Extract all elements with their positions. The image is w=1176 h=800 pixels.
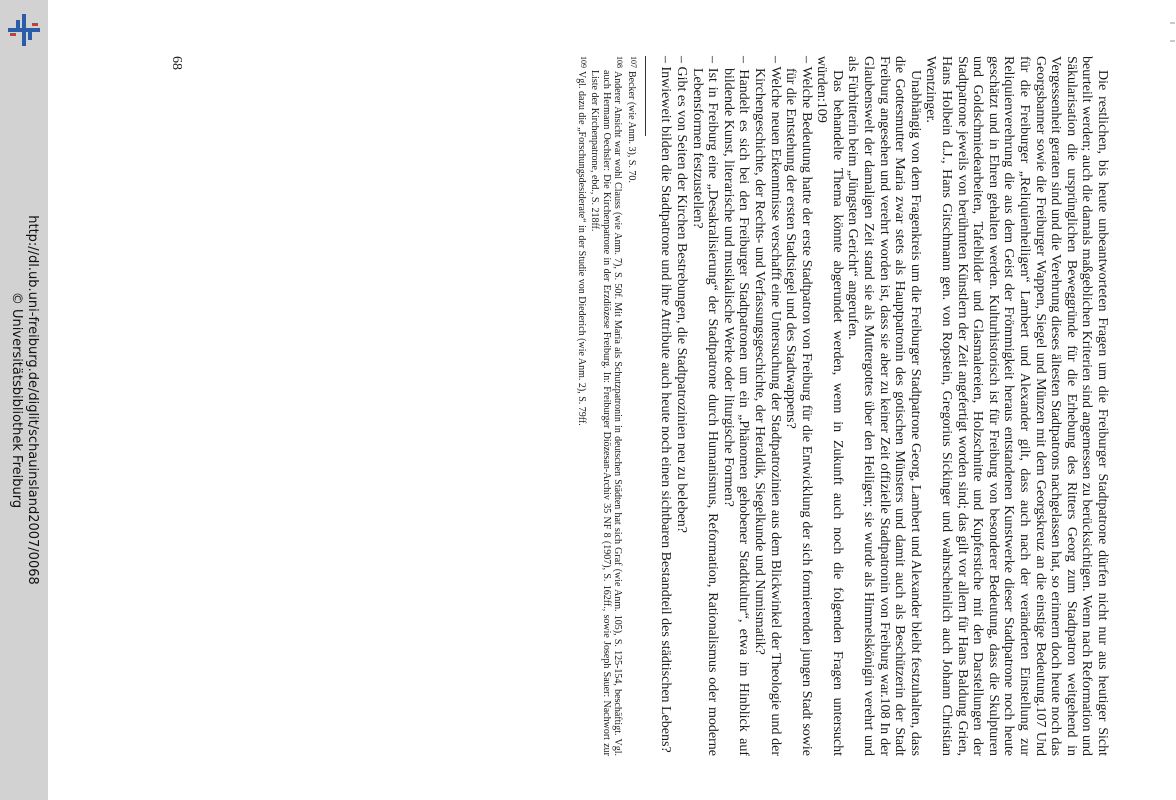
list-item: – Ist in Freiburg eine „Desakralisierung“ der Stadtpatrone durch Humanismus, Reformation, Rationalismus oder moderne Lebensformen festzustellen?: [689, 56, 720, 756]
list-item: – Welche neuen Erkenntnisse verschafft eine Untersuchung der Stadtpatrozinien aus dem Blickwinkel der Theologie und der Kirchengeschichte, der Rechts- und Verfassungsgeschichte, der Heraldik, Siegelkunde und Numismatik?: [751, 56, 782, 756]
paragraph: Das behandelte Thema könnte abgerundet werden, wenn in Zukunft auch noch die folgenden Fragen untersucht würden:109: [814, 56, 845, 756]
page-edge-mark: [1170, 0, 1176, 800]
body-text: [658, 56, 1110, 756]
question-list: [658, 56, 814, 756]
footnote: [575, 56, 589, 756]
footnote-number: 108: [615, 56, 625, 68]
list-item: – Welche Bedeutung hatte der erste Stadtpatron von Freiburg für die Entwicklung der sich formierenden jungen Stadt sowie für die Entstehung der ersten Stadtsiegel und des Stadtwappens?: [783, 56, 814, 756]
viewer-citation: [8, 215, 40, 585]
source-url[interactable]: http://dl.ub.uni-freiburg.de/diglit/schauinsland2007/0068: [25, 215, 40, 585]
footnotes: [575, 56, 639, 756]
footnote-text: Anderer Ansicht war wohl Clauss (wie Anm. 7), S. 50f. Mit Maria als Schutzpatronin in deutschen Städten hat sich Graf (wie Anm. 105), S. 125-154, beschäftigt. Vgl. auch Hermann Oechsler: Die Kirchenpatrone in der Erzdiözese Freiburg. In: Freiburger Diözesan-Archiv 35 NF 8 (1907), S. 162ff., sowie Joseph Sauer: Nachwort zur Liste der Kirchenpatrone, ebd., S. 218ff.: [589, 70, 624, 756]
footnote-number: 109: [578, 56, 588, 68]
list-item: – Handelt es sich bei den Freiburger Stadtpatronen um ein „Phänomen gehobener Stadtkultur“, etwa im Hinblick auf bildende Kunst, literarische und musikalische Werke oder liturgische Formen?: [720, 56, 751, 756]
page-number: 68: [168, 56, 184, 70]
scanned-page: [150, 56, 1110, 756]
paragraph: Unabhängig von dem Fragenkreis um die Freiburger Stadtpatrone Georg, Lambert und Alexander bleibt festzuhalten, dass die Gottesmutter Maria zwar stets als Hauptpatronin des gotischen Münsters und damit auch als Beschützerin der Stadt Freiburg angesehen und verehrt worden ist, dass sie aber zu keiner Zeit offizielle Stadtpatronin von Freiburg war.108 In der Glaubenswelt der damaligen Zeit stand sie als Muttergottes über den Heiligen; sie wurde als Himmelskönigin verehrt und als Fürbitterin beim „Jüngsten Gericht“ angerufen.: [845, 56, 923, 756]
copyright-notice: © Universitätsbibliothek Freiburg: [9, 291, 24, 509]
footnote-text: Vgl. dazu die „Forschungsdesiderate“ in der Studie von Diederich (wie Anm. 2), S. 79ff.: [575, 71, 587, 426]
ub-freiburg-logo-icon: [4, 10, 44, 50]
footnote: [625, 56, 639, 756]
viewer-sidebar: [0, 0, 48, 800]
footnote: [589, 56, 626, 756]
list-item: – Inwieweit bilden die Stadtpatrone und ihre Attribute auch heute noch einen sichtbaren Bestandteil des städtischen Lebens?: [658, 56, 674, 756]
footnote-text: Becker (wie Anm. 3), S. 70.: [625, 71, 637, 183]
paragraph: Die restlichen, bis heute unbeantworteten Fragen um die Freiburger Stadtpatrone dürfen nicht nur aus heutiger Sicht beurteilt werden; auch die damals maßgeblichen Kriterien sind angemessen zu berücksichtigen. Wenn nach Reformation und Säkularisation die ursprünglichen Beweggründe für die Erhebung des Ritters Georg zum Stadtpatron weitgehend in Vergessenheit geraten sind und die Verehrung dieses ältesten Stadtpatrons nachgelassen hat, so erinnern doch heute noch das Georgsbanner sowie die Freiburger Wappen, Siegel und Münzen mit dem Georgskreuz an die einstige Bedeutung.107 Und für die Freiburger „Reliquienheiligen“ Lambert und Alexander gilt, dass auch nach der veränderten Einstellung zur Reliquienverehrung die aus dem Geist der Frömmigkeit heraus entstandenen Kunstwerke dieser Stadtpatrone noch heute geschätzt und in Ehren gehalten werden. Kulturhistorisch ist für Freiburg von besonderer Bedeutung, dass die Skulpturen und Goldschmiedearbeiten, Tafelbilder und Glasmalereien, Holzschnitte und Kupferstiche mit den Darstellungen der Stadtpatrone jeweils von berühmten Künstlern der Zeit angefertigt worden sind; das gilt vor allem für Hans Baldung Grien, Hans Holbein d.J., Hans Gitschmann gen. von Ropstein, Gregorius Sickinger und wahrscheinlich auch Johann Christian Wentzinger.: [923, 56, 1110, 756]
list-item: – Gibt es von Seiten der Kirchen Bestrebungen, die Stadtpatrozinien neu zu beleben?: [673, 56, 689, 756]
footnote-divider: [645, 56, 646, 136]
footnote-number: 107: [628, 56, 638, 68]
